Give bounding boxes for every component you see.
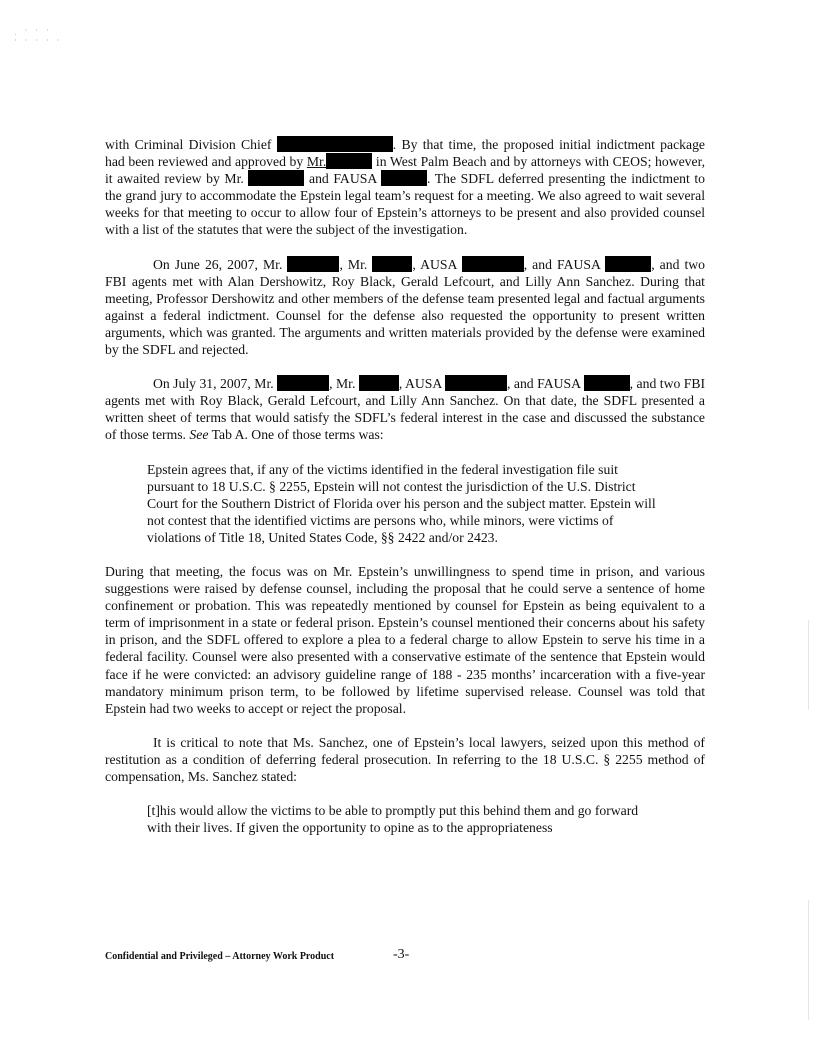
redaction-box xyxy=(462,256,524,272)
paragraph-1: with Criminal Division Chief . By that time, the proposed initial indictment package had been reviewed and approved by Mr. in West Palm Beach and by attorneys with CEOS; however, it awaited review by Mr. and FAUSA . The SDFL deferred presenting the indictment to the grand jury to accommodate the Epstein legal team’s request for a meeting. We also agreed to wait several weeks for that meeting to occur to allow four of Epstein’s attorneys to be present and also provided counsel with a list of the statutes that were the subject of the investigation. xyxy=(105,137,706,238)
redaction-box xyxy=(445,375,507,391)
page-number: -3- xyxy=(393,947,410,962)
scan-edge-line xyxy=(808,620,809,710)
redaction-box xyxy=(326,153,372,169)
paragraph-2: On June 26, 2007, Mr. , Mr. , AUSA , and FAUSA , and two FBI agents met with Alan Dershowitz, Roy Black, Gerald Lefcourt, and Lilly Ann Sanchez. During that meeting, Professor Dershowitz and other members of the defense team presented legal and factual arguments against a federal indictment. Counsel for the defense also requested the opportunity to present written arguments, which was granted. The arguments and written materials provided by the defense were examined by the SDFL and rejected. xyxy=(105,256,706,358)
redaction-box xyxy=(359,375,399,391)
block-quote-term: Epstein agrees that, if any of the victims identified in the federal investigation file suit pursuant to 18 U.S.C. § 2255, Epstein will not contest the jurisdiction of the U.S. District Court for the Southern District of Florida over his person and the subject matter. Epstein will not contest that the identified victims are persons who, while minors, were victims of violations of Title 18, United States Code, §§ 2422 and/or 2423. xyxy=(147,461,656,545)
footer-label: Confidential and Privileged – Attorney Work Product xyxy=(105,951,335,962)
redaction-box xyxy=(372,256,412,272)
scan-edge-line xyxy=(808,900,809,1020)
redaction-box xyxy=(605,256,651,272)
paragraph-3: On July 31, 2007, Mr. , Mr. , AUSA , and FAUSA , and two FBI agents met with Roy Black, Gerald Lefcourt, and Lilly Ann Sanchez. On that date, the SDFL presented a written sheet of terms that would satisfy the SDFL’s federal interest in the case and discussed the substance of those terms. See Tab A. One of those terms was: xyxy=(105,376,706,443)
block-quote-sanchez: [t]his would allow the victims to be able to promptly put this behind them and go forward with their lives. If given the opportunity to opine as to the appropriateness xyxy=(147,803,639,836)
redaction-box xyxy=(584,375,630,391)
redaction-box xyxy=(248,170,304,186)
redaction-box xyxy=(287,256,339,272)
redaction-box xyxy=(381,170,427,186)
paragraph-5: It is critical to note that Ms. Sanchez, one of Epstein’s local lawyers, seized upon this method of restitution as a condition of deferring federal prosecution. In referring to the 18 U.S.C. § 2255 method of compensation, Ms. Sanchez stated: xyxy=(105,734,705,784)
redaction-box xyxy=(277,136,393,152)
paragraph-4: During that meeting, the focus was on Mr. Epstein’s unwillingness to spend time in prison, and various suggestions were raised by defense counsel, including the proposal that he could serve a sentence of home confinement or probation. This was repeatedly mentioned by counsel for Epstein as being equivalent to a term of imprisonment in a state or federal prison. Epstein’s counsel mentioned their concerns about his safety in prison, and the SDFL offered to explore a plea to a federal charge to allow Epstein to serve his time in a federal facility. Counsel were also presented with a conservative estimate of the sentence that Epstein would face if he were convicted: an advisory guideline range of 188 - 235 months’ incarceration with a five-year mandatory minimum prison term, to be followed by lifetime supervised release. Counsel was told that Epstein had two weeks to accept or reject the proposal. xyxy=(105,563,705,716)
redaction-box xyxy=(277,375,329,391)
scan-artifact-marks: ˌ · · · · · · · · xyxy=(14,26,63,45)
document-body xyxy=(105,136,705,853)
